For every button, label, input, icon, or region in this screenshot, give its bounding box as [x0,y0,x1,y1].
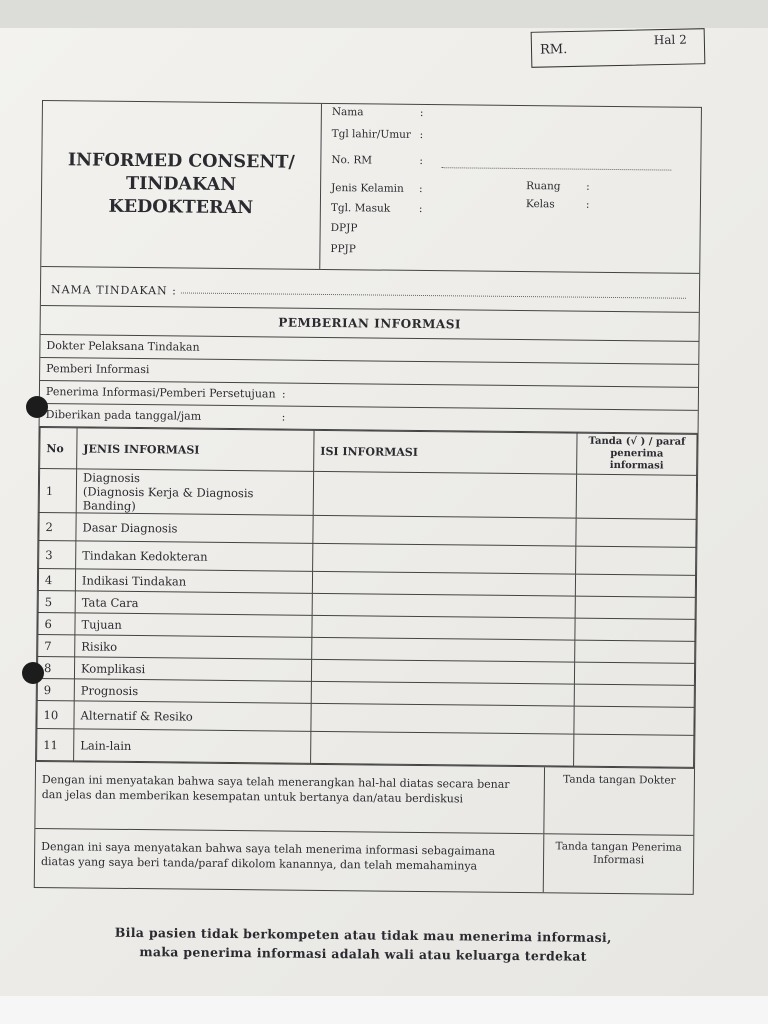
background-strip [0,996,768,1024]
jenis-informasi-label: Tujuan [81,616,122,632]
col-isi: ISI INFORMASI [314,430,577,474]
jenis-informasi-label: Prognosis [80,682,139,698]
jenis-informasi-cell [76,541,313,571]
paraf-cell[interactable] [576,518,696,547]
rm-label: RM. [539,42,568,58]
footer-note-line-2: maka penerima informasi adalah wali atau keluarga terdekat [139,944,587,964]
jenis-informasi-cell [76,469,313,515]
paraf-cell[interactable] [575,574,695,597]
doctor-statement-text: Dengan ini menyatakan bahwa saya telah menerangkan hal-hal diatas secara benar dan jelas dan memberikan kesempatan untuk bertanya dan/atau berdiskusi [41,773,510,806]
paraf-cell[interactable] [575,596,695,619]
row-number: 5 [38,590,75,612]
col-no: No [40,427,77,468]
col-jenis: JENIS INFORMASI [77,428,314,471]
id-jenis-kelamin: Jenis Kelamin : [331,182,423,195]
id-kelas: Kelas : [525,198,590,211]
row-number: 4 [38,568,75,590]
isi-informasi-cell[interactable] [313,515,576,546]
id-dpjp: DPJP [330,222,358,235]
receiver-signature-box[interactable]: Tanda tangan Penerima Informasi [543,834,694,894]
paraf-cell[interactable] [574,706,694,735]
form-title [41,101,322,269]
jenis-informasi-cell [74,657,311,681]
information-table [36,427,697,768]
isi-informasi-cell[interactable] [313,543,576,574]
jenis-informasi-sublabel: (Diagnosis Kerja & Diagnosis Banding) [82,483,254,513]
isi-informasi-cell[interactable] [312,637,575,662]
row-number: 6 [38,612,75,634]
paraf-cell[interactable] [574,734,694,767]
row-number: 11 [37,728,74,760]
jenis-informasi-label: Indikasi Tindakan [81,572,187,589]
isi-informasi-cell[interactable] [312,571,575,596]
paraf-cell[interactable] [576,546,696,575]
paraf-cell[interactable] [576,474,696,519]
form-header [41,101,701,274]
paraf-cell[interactable] [574,662,694,685]
form-frame [34,100,702,895]
id-no-rm: No. RM : [331,154,372,170]
section-title: PEMBERIAN INFORMASI [41,306,699,342]
jenis-informasi-label: Tindakan Kedokteran [82,547,208,564]
jenis-informasi-label: Tata Cara [81,594,139,610]
isi-informasi-cell[interactable] [311,659,574,684]
isi-informasi-cell[interactable] [311,703,574,734]
jenis-informasi-label: Dasar Diagnosis [82,519,178,535]
id-tgl-masuk: Tgl. Masuk : [330,202,423,215]
row-number: 1 [39,468,76,512]
isi-informasi-cell[interactable] [312,593,575,618]
jenis-informasi-cell [75,569,312,593]
jenis-informasi-cell [76,513,313,543]
row-number: 7 [38,634,75,656]
jenis-informasi-cell [75,591,312,615]
page-number: Hal 2 [653,32,687,48]
jenis-informasi-label: Risiko [81,638,118,654]
paraf-cell[interactable] [575,618,695,641]
id-tgl-lahir: Tgl lahir/Umur : [331,128,424,141]
punch-hole [26,396,48,418]
row-number: 10 [37,700,74,728]
table-row [39,468,696,519]
footer-note [33,922,693,967]
isi-informasi-cell[interactable] [313,471,576,518]
patient-identity [320,104,701,273]
paraf-cell[interactable] [575,640,695,663]
jenis-informasi-cell [75,635,312,659]
nama-tindakan-row [41,267,699,313]
info-row-penerima: Penerima Informasi/Pemberi Persetujuan : [40,381,698,411]
title-line-2: TINDAKAN [125,173,237,196]
info-row-dokter: Dokter Pelaksana Tindakan [40,335,698,365]
info-row-pemberi: Pemberi Informasi [40,358,698,388]
id-nama: Nama : [331,106,424,119]
jenis-informasi-label: Alternatif & Resiko [80,707,193,724]
consent-form [33,100,702,987]
table-header [40,427,697,475]
row-number: 3 [39,540,76,568]
doctor-signature-box[interactable]: Tanda tangan Dokter [543,767,694,835]
title-line-1: INFORMED CONSENT/ [67,150,295,173]
title-line-3: KEDOKTERAN [108,196,254,219]
row-number: 2 [39,512,76,540]
footer-note-line-1: Bila pasien tidak berkompeten atau tidak mau menerima informasi, [114,924,612,946]
nama-tindakan-label: NAMA TINDAKAN : [50,283,177,298]
isi-informasi-cell[interactable] [311,681,574,706]
receiver-statement-text: Dengan ini saya menyatakan bahwa saya telah menerima informasi sebagaimana diatas yang saya beri tanda/paraf dikolom kanannya, dan telah memahaminya [40,840,496,873]
nama-tindakan-line[interactable] [181,292,686,298]
paraf-cell[interactable] [574,684,694,707]
jenis-informasi-label: Diagnosis [82,469,141,485]
isi-informasi-cell[interactable] [311,731,574,766]
receiver-statement [35,828,694,894]
jenis-informasi-label: Lain-lain [80,737,132,753]
id-ppjp: PPJP [330,243,356,256]
col-tanda: Tanda (√ ) / paraf penerima informasi [577,433,697,475]
punch-hole [22,662,44,684]
rm-box [531,28,706,68]
jenis-informasi-cell [74,679,311,703]
row-number: 9 [37,678,74,700]
jenis-informasi-cell [74,729,311,763]
doctor-statement [35,761,694,835]
info-row-tanggal: Diberikan pada tanggal/jam : [40,404,698,434]
isi-informasi-cell[interactable] [312,615,575,640]
id-ruang: Ruang : [526,180,590,193]
jenis-informasi-cell [74,701,311,731]
jenis-informasi-label: Komplikasi [80,660,146,676]
row-number: 8 [37,656,74,678]
jenis-informasi-cell [75,613,312,637]
